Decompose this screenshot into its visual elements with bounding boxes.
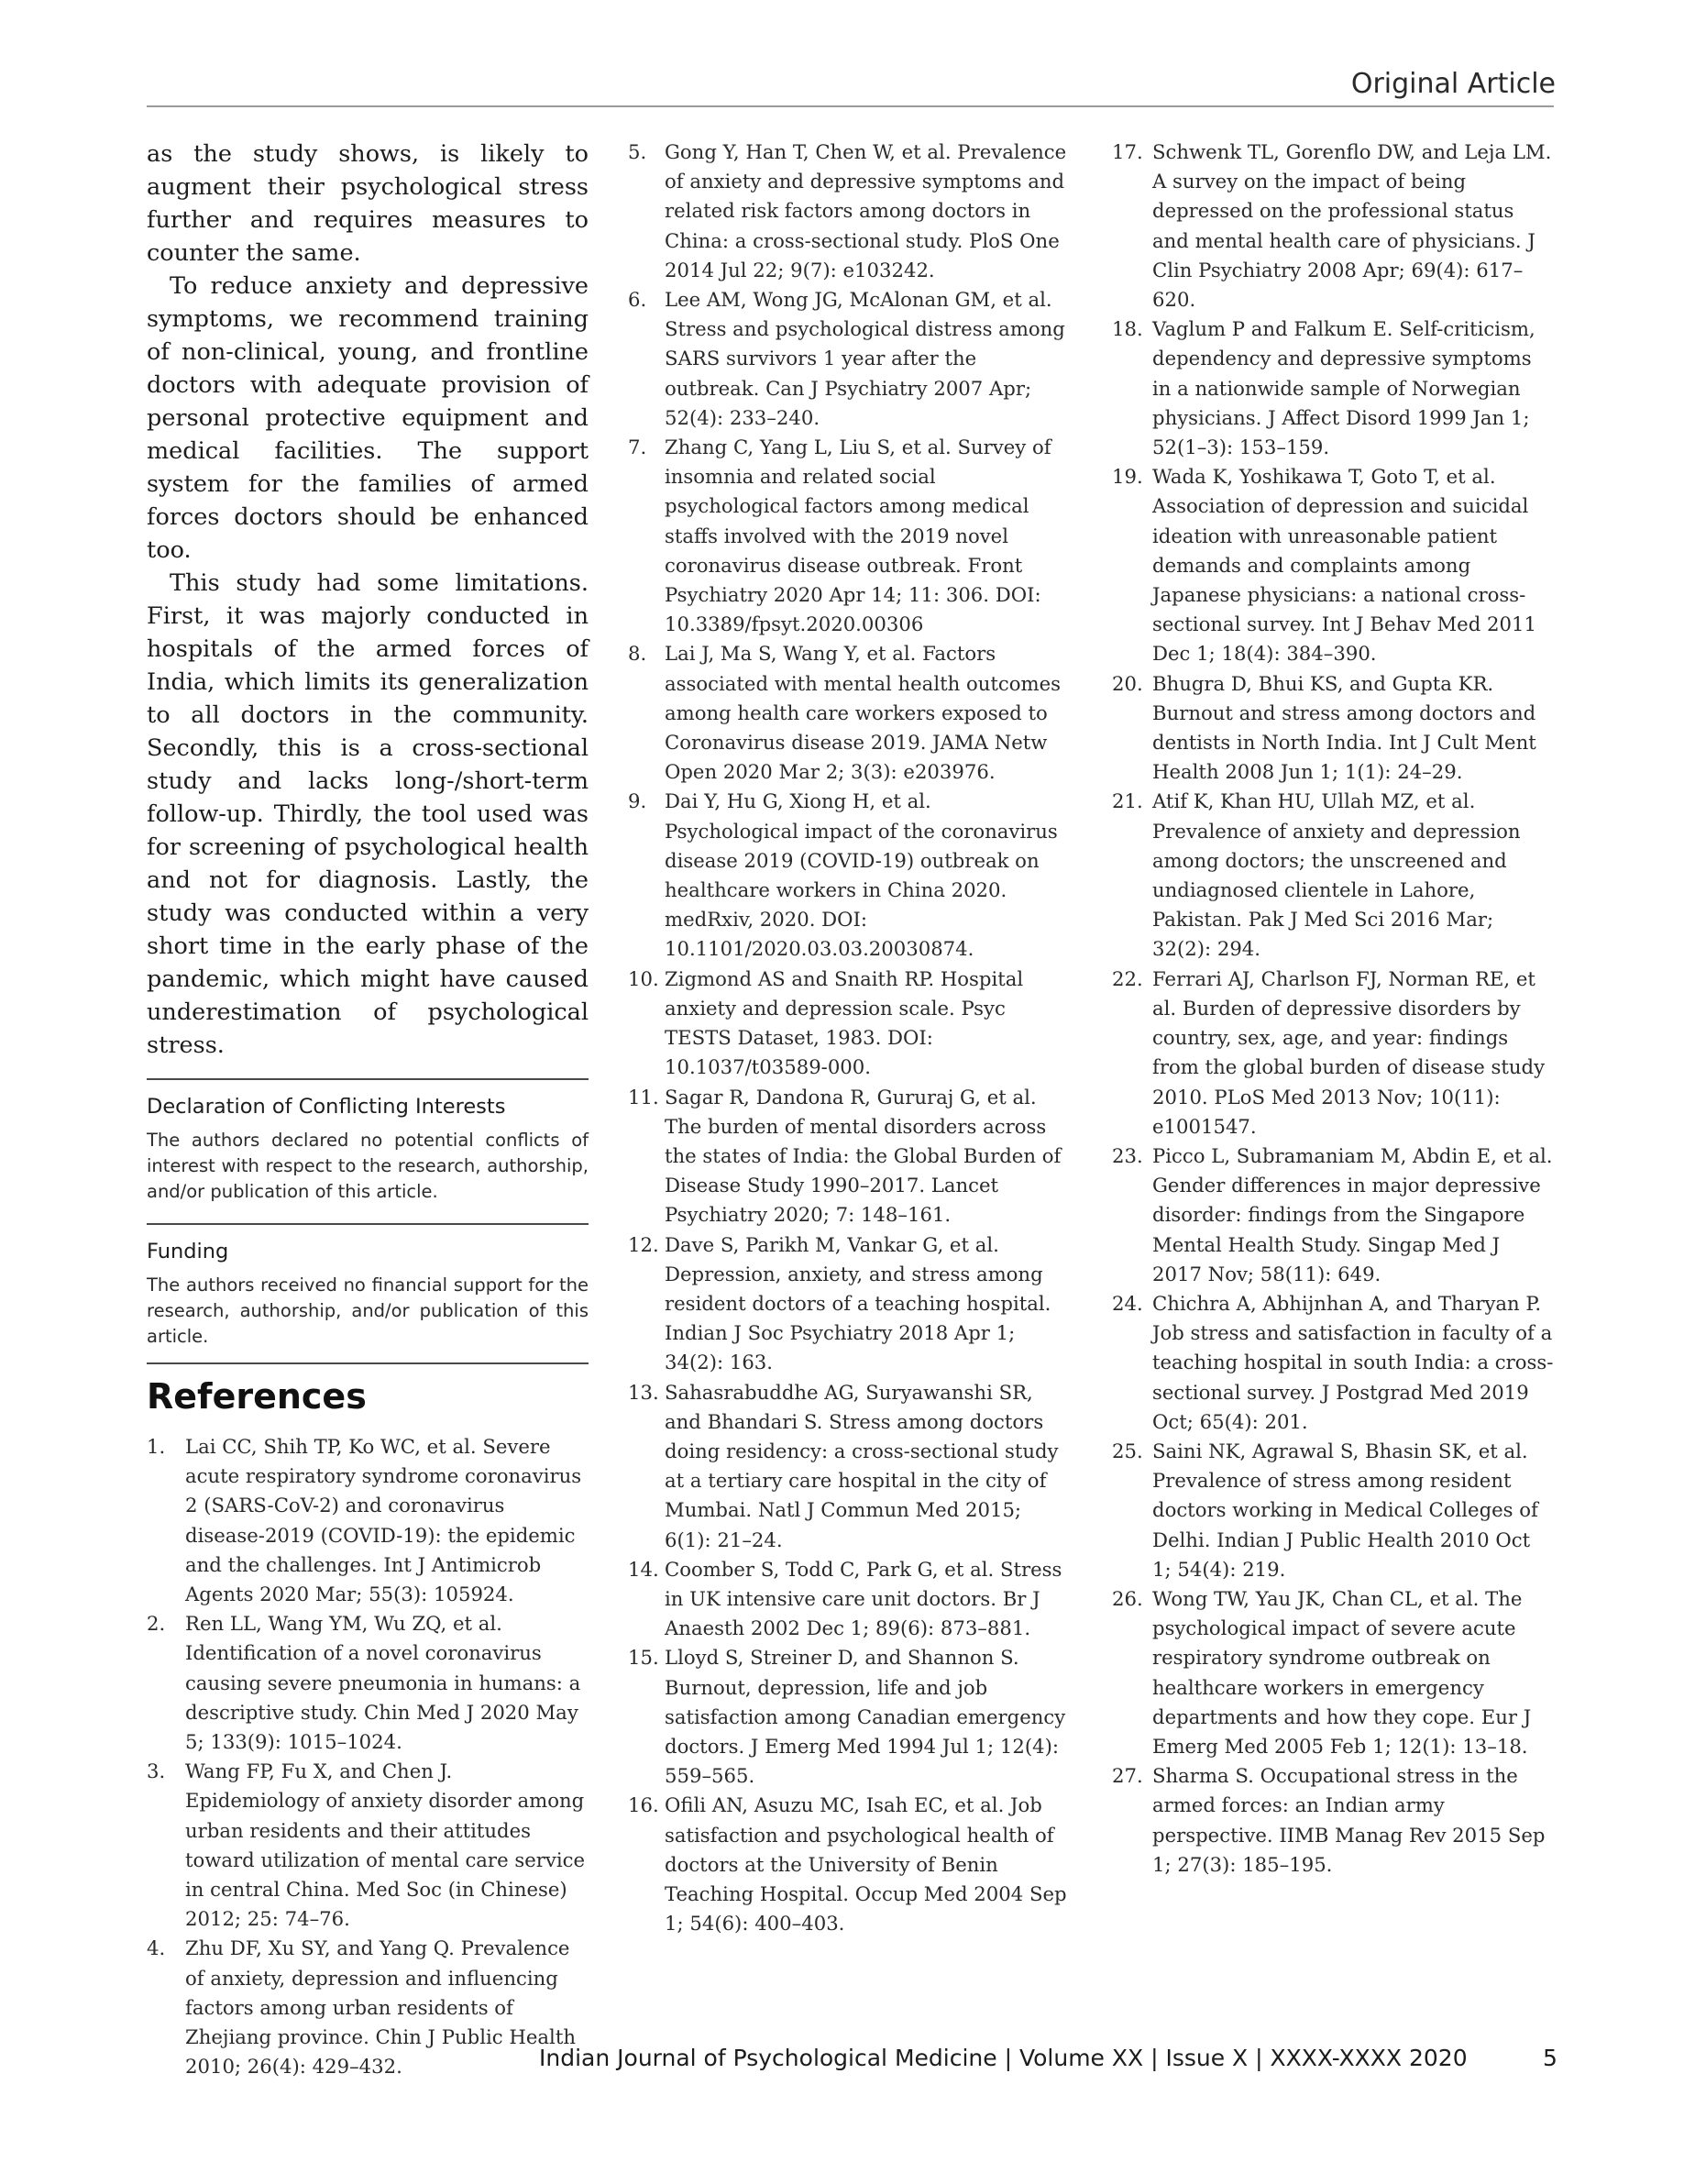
reference-text: Sahasrabuddhe AG, Suryawanshi SR, and Bhandari S. Stress among doctors doing residency: a cross-sectional study at a tertiary care hospital in the city of Mumbai. Natl J Commun Med 2015; 6(1): 21–24. [665, 1380, 1059, 1551]
reference-text: Saini NK, Agrawal S, Bhasin SK, et al. Prevalence of stress among resident doctors working in Medical Colleges of Delhi. Indian J Public Health 2010 Oct 1; 54(4): 219. [1152, 1439, 1538, 1581]
reference-item [1112, 669, 1554, 788]
section-divider [147, 1078, 589, 1080]
reference-number: 18. [1112, 317, 1143, 341]
declaration-heading: Declaration of Conflicting Interests [147, 1095, 506, 1119]
reference-number: 27. [1112, 1764, 1143, 1788]
reference-number: 9. [628, 789, 647, 813]
reference-item [1112, 1437, 1554, 1584]
reference-item [628, 787, 1070, 964]
reference-text: Wang FP, Fu X, and Chen J. Epidemiology of anxiety disorder among urban residents and their attitudes toward utilization of mental care service in central China. Med Soc (in Chinese) 2012; 25: 74–76. [185, 1759, 586, 1931]
reference-list [1112, 138, 1554, 1880]
column-right [1112, 138, 1554, 1880]
reference-number: 5. [628, 140, 647, 163]
reference-number: 11. [628, 1085, 659, 1109]
reference-text: Ferrari AJ, Charlson FJ, Norman RE, et al. Burden of depressive disorders by country, sex, age, and year: findings from the global burden of disease study 2010. PLoS Med 2013 Nov; 10(11): e1001547. [1152, 966, 1546, 1138]
references-heading: References [147, 1376, 367, 1417]
reference-number: 14. [628, 1557, 659, 1581]
reference-text: Bhugra D, Bhui KS, and Gupta KR. Burnout and stress among doctors and dentists in North India. Int J Cult Ment Health 2008 Jun 1; 1(1): 24–29. [1152, 671, 1536, 784]
reference-text: Wong TW, Yau JK, Chan CL, et al. The psychological impact of severe acute respiratory syndrome outbreak on healthcare workers in emergency departments and how they cope. Eur J Emerg Med 2005 Feb 1; 12(1): 13–18. [1152, 1586, 1532, 1758]
body-paragraph: as the study shows, is likely to augment their psychological stress further and requires measures to counter the same. [147, 140, 589, 267]
reference-item [147, 1757, 589, 1934]
reference-text: Vaglum P and Falkum E. Self-criticism, dependency and depressive symptoms in a nationwide sample of Norwegian physicians. J Affect Disord 1999 Jan 1; 52(1–3): 153–159. [1152, 317, 1535, 459]
reference-number: 16. [628, 1793, 659, 1817]
reference-text: Lloyd S, Streiner D, and Shannon S. Burnout, depression, life and job satisfaction among Canadian emergency doctors. J Emerg Med 1994 Jul 1; 12(4): 559–565. [665, 1646, 1066, 1788]
reference-item [1112, 138, 1554, 314]
reference-text: Sagar R, Dandona R, Gururaj G, et al. The burden of mental disorders across the states of India: the Global Burden of Disease Study 1990–2017. Lancet Psychiatry 2020; 7: 148–161. [665, 1085, 1062, 1227]
reference-number: 4. [147, 1936, 166, 1960]
reference-text: Wada K, Yoshikawa T, Goto T, et al. Association of depression and suicidal ideation with unreasonable patient demands and complaints among Japanese physicians: a national cross-sectional survey. Int J Behav Med 2011 Dec 1; 18(4): 384–390. [1152, 465, 1536, 666]
reference-number: 15. [628, 1646, 659, 1670]
reference-text: Ofili AN, Asuzu MC, Isah EC, et al. Job satisfaction and psychological health of doctors at the University of Benin Teaching Hospital. Occup Med 2004 Sep 1; 54(6): 400–403. [665, 1793, 1067, 1936]
reference-number: 1. [147, 1435, 166, 1458]
reference-item [1112, 1289, 1554, 1437]
reference-number: 8. [628, 642, 647, 666]
reference-text: Ren LL, Wang YM, Wu ZQ, et al. Identification of a novel coronavirus causing severe pneumonia in humans: a descriptive study. Chin Med J 2020 May 5; 133(9): 1015–1024. [185, 1612, 581, 1754]
reference-item [1112, 1584, 1554, 1761]
reference-text: Atif K, Khan HU, Ullah MZ, et al. Prevalence of anxiety and depression among doctors; the unscreened and undiagnosed clientele in Lahore, Pakistan. Pak J Med Sci 2016 Mar; 32(2): 294. [1152, 789, 1521, 961]
reference-text: Schwenk TL, Gorenflo DW, and Leja LM. A survey on the impact of being depressed on the professional status and mental health care of physicians. J Clin Psychiatry 2008 Apr; 69(4): 617–620. [1152, 140, 1552, 312]
section-divider [147, 1223, 589, 1225]
funding-text: The authors received no financial support for the research, authorship, and/or publication of this article. [147, 1274, 589, 1347]
reference-text: Chichra A, Abhijnhan A, and Tharyan P. Job stress and satisfaction in faculty of a teaching hospital in south India: a cross-sectional survey. J Postgrad Med 2019 Oct; 65(4): 201. [1152, 1291, 1554, 1433]
declaration-text: The authors declared no potential conflicts of interest with respect to the research, authorship, and/or publication of this article. [147, 1130, 589, 1202]
page-number: 5 [1543, 2045, 1557, 2071]
reference-item [628, 1791, 1070, 1938]
reference-number: 12. [628, 1232, 659, 1256]
reference-item [628, 1083, 1070, 1230]
reference-number: 21. [1112, 789, 1143, 813]
reference-item [1112, 314, 1554, 462]
reference-text: Zhu DF, Xu SY, and Yang Q. Prevalence of anxiety, depression and influencing factors among urban residents of Zhejiang province. Chin J Public Health 2010; 26(4): 429–432. [185, 1936, 576, 2079]
reference-item [1112, 1761, 1554, 1880]
reference-number: 17. [1112, 140, 1143, 163]
reference-item [147, 1432, 589, 1609]
running-header: Original Article [1350, 68, 1556, 100]
reference-text: Gong Y, Han T, Chen W, et al. Prevalence of anxiety and depressive symptoms and related risk factors among doctors in China: a cross-sectional study. PloS One 2014 Jul 22; 9(7): e103242. [665, 140, 1067, 281]
reference-text: Lai CC, Shih TP, Ko WC, et al. Severe acute respiratory syndrome coronavirus 2 (SARS-CoV-2) and coronavirus disease-2019 (COVID-19): the epidemic and the challenges. Int J Antimicrob Agents 2020 Mar; 55(3): 105924. [185, 1435, 582, 1606]
reference-item [628, 138, 1070, 285]
reference-number: 23. [1112, 1143, 1143, 1167]
reference-item [1112, 1142, 1554, 1289]
reference-number: 2. [147, 1612, 166, 1636]
reference-text: Dave S, Parikh M, Vankar G, et al. Depression, anxiety, and stress among resident doctors of a teaching hospital. Indian J Soc Psychiatry 2018 Apr 1; 34(2): 163. [665, 1232, 1051, 1374]
reference-item [628, 1555, 1070, 1644]
reference-list [147, 1432, 589, 2081]
reference-item [147, 1609, 589, 1757]
reference-number: 7. [628, 436, 647, 459]
reference-number: 24. [1112, 1291, 1143, 1315]
header-divider [147, 105, 1554, 107]
column-left [147, 138, 589, 2081]
section-divider [147, 1362, 589, 1364]
reference-item [628, 1378, 1070, 1555]
reference-item [628, 965, 1070, 1083]
reference-text: Lai J, Ma S, Wang Y, et al. Factors associated with mental health outcomes among health care workers exposed to Coronavirus disease 2019. JAMA Netw Open 2020 Mar 2; 3(3): e203976. [665, 642, 1062, 784]
reference-number: 10. [628, 966, 659, 990]
reference-item [147, 1934, 589, 2081]
reference-item [628, 639, 1070, 787]
reference-number: 6. [628, 288, 647, 312]
reference-text: Dai Y, Hu G, Xiong H, et al. Psychological impact of the coronavirus disease 2019 (COVID-19) outbreak on healthcare workers in China 2020. medRxiv, 2020. DOI: 10.1101/2020.03.03.20030874. [665, 789, 1058, 961]
reference-item [1112, 787, 1554, 964]
declaration-section [147, 1093, 589, 1205]
journal-footer: Indian Journal of Psychological Medicine | Volume XX | Issue X | XXXX-XXXX 2020 [539, 2045, 1468, 2071]
reference-item [1112, 462, 1554, 668]
reference-number: 26. [1112, 1586, 1143, 1610]
column-middle [628, 138, 1070, 1938]
body-paragraph: This study had some limitations. First, it was majorly conducted in hospitals of the armed forces of India, which limits its generalization to all doctors in the community. Secondly, this is a cross-sectional study and lacks long-/short-term follow-up. Thirdly, the tool used was for screening of psychological health and not for diagnosis. Lastly, the study was conducted within a very short time in the early phase of the pandemic, which might have caused underestimation of psychological stress. [147, 569, 589, 1059]
reference-number: 3. [147, 1759, 166, 1783]
reference-text: Lee AM, Wong JG, McAlonan GM, et al. Stress and psychological distress among SARS survivors 1 year after the outbreak. Can J Psychiatry 2007 Apr; 52(4): 233–240. [665, 288, 1065, 429]
reference-number: 25. [1112, 1439, 1143, 1462]
reference-item [628, 285, 1070, 433]
reference-text: Sharma S. Occupational stress in the armed forces: an Indian army perspective. IIMB Manag Rev 2015 Sep 1; 27(3): 185–195. [1152, 1764, 1546, 1876]
reference-number: 22. [1112, 966, 1143, 990]
reference-list [628, 138, 1070, 1938]
reference-number: 13. [628, 1380, 659, 1404]
reference-text: Coomber S, Todd C, Park G, et al. Stress in UK intensive care unit doctors. Br J Anaesth 2002 Dec 1; 89(6): 873–881. [665, 1557, 1062, 1640]
reference-item [628, 433, 1070, 639]
reference-item [628, 1643, 1070, 1791]
reference-text: Picco L, Subramaniam M, Abdin E, et al. Gender differences in major depressive disorder: findings from the Singapore Mental Health Study. Singap Med J 2017 Nov; 58(11): 649. [1152, 1143, 1553, 1285]
reference-text: Zhang C, Yang L, Liu S, et al. Survey of insomnia and related social psychological factors among medical staffs involved with the 2019 novel coronavirus disease outbreak. Front Psychiatry 2020 Apr 14; 11: 306. DOI: 10.3389/fpsyt.2020.00306 [665, 436, 1051, 636]
reference-number: 19. [1112, 465, 1143, 489]
body-paragraph: To reduce anxiety and depressive symptoms, we recommend training of non-clinical, young, and frontline doctors with adequate provision of personal protective equipment and medical facilities. The support system for the families of armed forces doctors should be enhanced too. [147, 272, 589, 564]
reference-text: Zigmond AS and Snaith RP. Hospital anxiety and depression scale. Psyc TESTS Dataset, 1983. DOI: 10.1037/t03589-000. [665, 966, 1024, 1079]
reference-item [1112, 965, 1554, 1142]
funding-section [147, 1238, 589, 1350]
reference-number: 20. [1112, 671, 1143, 695]
funding-heading: Funding [147, 1240, 229, 1263]
reference-item [628, 1230, 1070, 1378]
